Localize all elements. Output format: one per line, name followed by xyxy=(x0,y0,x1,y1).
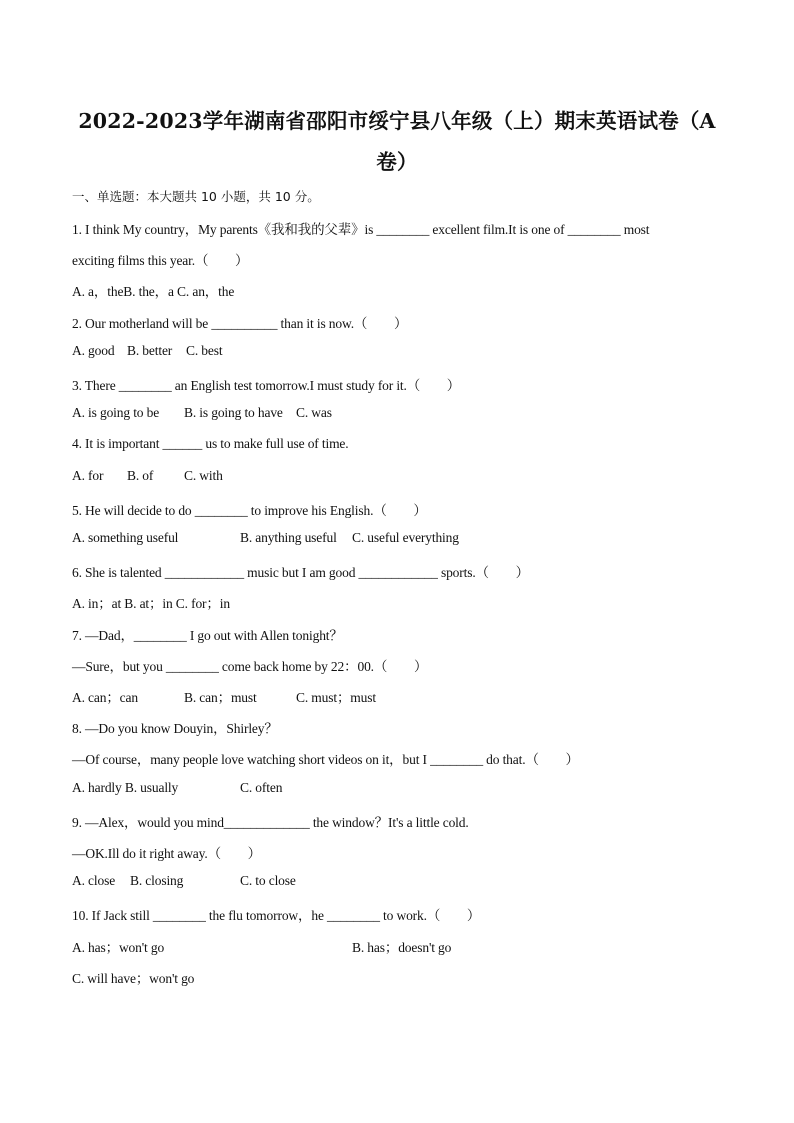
question-5-stem: 5. He will decide to do ________ to improve his English.（ ） xyxy=(72,503,427,518)
exam-title-line-1: 2022-2023学年湖南省邵阳市绥宁县八年级（上）期末英语试卷（A xyxy=(78,109,716,133)
question-1-options: A. a，theB. the，a C. an，the xyxy=(72,284,235,299)
question-2-option-c: C. best xyxy=(186,343,223,358)
question-4-option-a: A. for xyxy=(72,468,104,483)
question-5-option-a: A. something useful xyxy=(72,530,179,545)
question-3-option-b: B. is going to have xyxy=(184,405,283,420)
question-5-option-b: B. anything useful xyxy=(240,530,337,545)
question-3-option-a: A. is going to be xyxy=(72,405,160,420)
question-8-stem-line-1: 8. —Do you know Douyin，Shirley？ xyxy=(72,721,278,736)
question-2-option-b: B. better xyxy=(127,343,173,358)
question-9-option-a: A. close xyxy=(72,873,116,888)
question-7-option-b: B. can；must xyxy=(184,690,257,705)
question-5-option-c: C. useful everything xyxy=(352,530,459,545)
question-9-option-b: B. closing xyxy=(130,873,184,888)
question-8-option-ab: A. hardly B. usually xyxy=(72,780,179,795)
question-3-stem: 3. There ________ an English test tomorrow.I must study for it.（ ） xyxy=(72,378,461,393)
question-9-stem-line-2: —OK.Ill do it right away.（ ） xyxy=(72,846,262,861)
question-7-stem-line-1: 7. —Dad，________ I go out with Allen tonight？ xyxy=(72,628,343,643)
question-4-stem: 4. It is important ______ us to make full use of time. xyxy=(72,436,349,451)
question-3-option-c: C. was xyxy=(296,405,332,420)
question-6-options: A. in；at B. at；in C. for；in xyxy=(72,596,230,611)
question-2-stem: 2. Our motherland will be __________ than it is now.（ ） xyxy=(72,316,408,331)
question-1-stem-line-1: 1. I think My country，My parents《我和我的父辈》is ________ excellent film.It is one of ________ most xyxy=(72,222,650,237)
exam-title-line-2: 卷） xyxy=(376,150,418,174)
question-7-option-c: C. must；must xyxy=(296,690,376,705)
question-2-option-a: A. good xyxy=(72,343,115,358)
question-8-stem-line-2: —Of course，many people love watching short videos on it，but I ________ do that.（ ） xyxy=(72,752,579,767)
question-7-stem-line-2: —Sure，but you ________ come back home by 22：00.（ ） xyxy=(72,659,428,674)
question-10-option-a: A. has；won't go xyxy=(72,940,165,955)
question-6-stem: 6. She is talented ____________ music but I am good ____________ sports.（ ） xyxy=(72,565,529,580)
question-10-stem: 10. If Jack still ________ the flu tomorrow，he ________ to work.（ ） xyxy=(72,908,481,923)
question-9-stem-line-1: 9. —Alex，would you mind_____________ the window？It's a little cold. xyxy=(72,815,469,830)
question-10-option-b: B. has；doesn't go xyxy=(352,940,452,955)
question-8-option-c: C. often xyxy=(240,780,283,795)
question-10-option-c: C. will have；won't go xyxy=(72,971,195,986)
question-9-option-c: C. to close xyxy=(240,873,296,888)
section-heading: 一、单选题：本大题共 10 小题，共 10 分。 xyxy=(72,189,320,204)
question-1-stem-line-2: exciting films this year.（ ） xyxy=(72,253,249,268)
question-4-option-b: B. of xyxy=(127,468,154,483)
question-4-option-c: C. with xyxy=(184,468,223,483)
question-7-option-a: A. can；can xyxy=(72,690,138,705)
